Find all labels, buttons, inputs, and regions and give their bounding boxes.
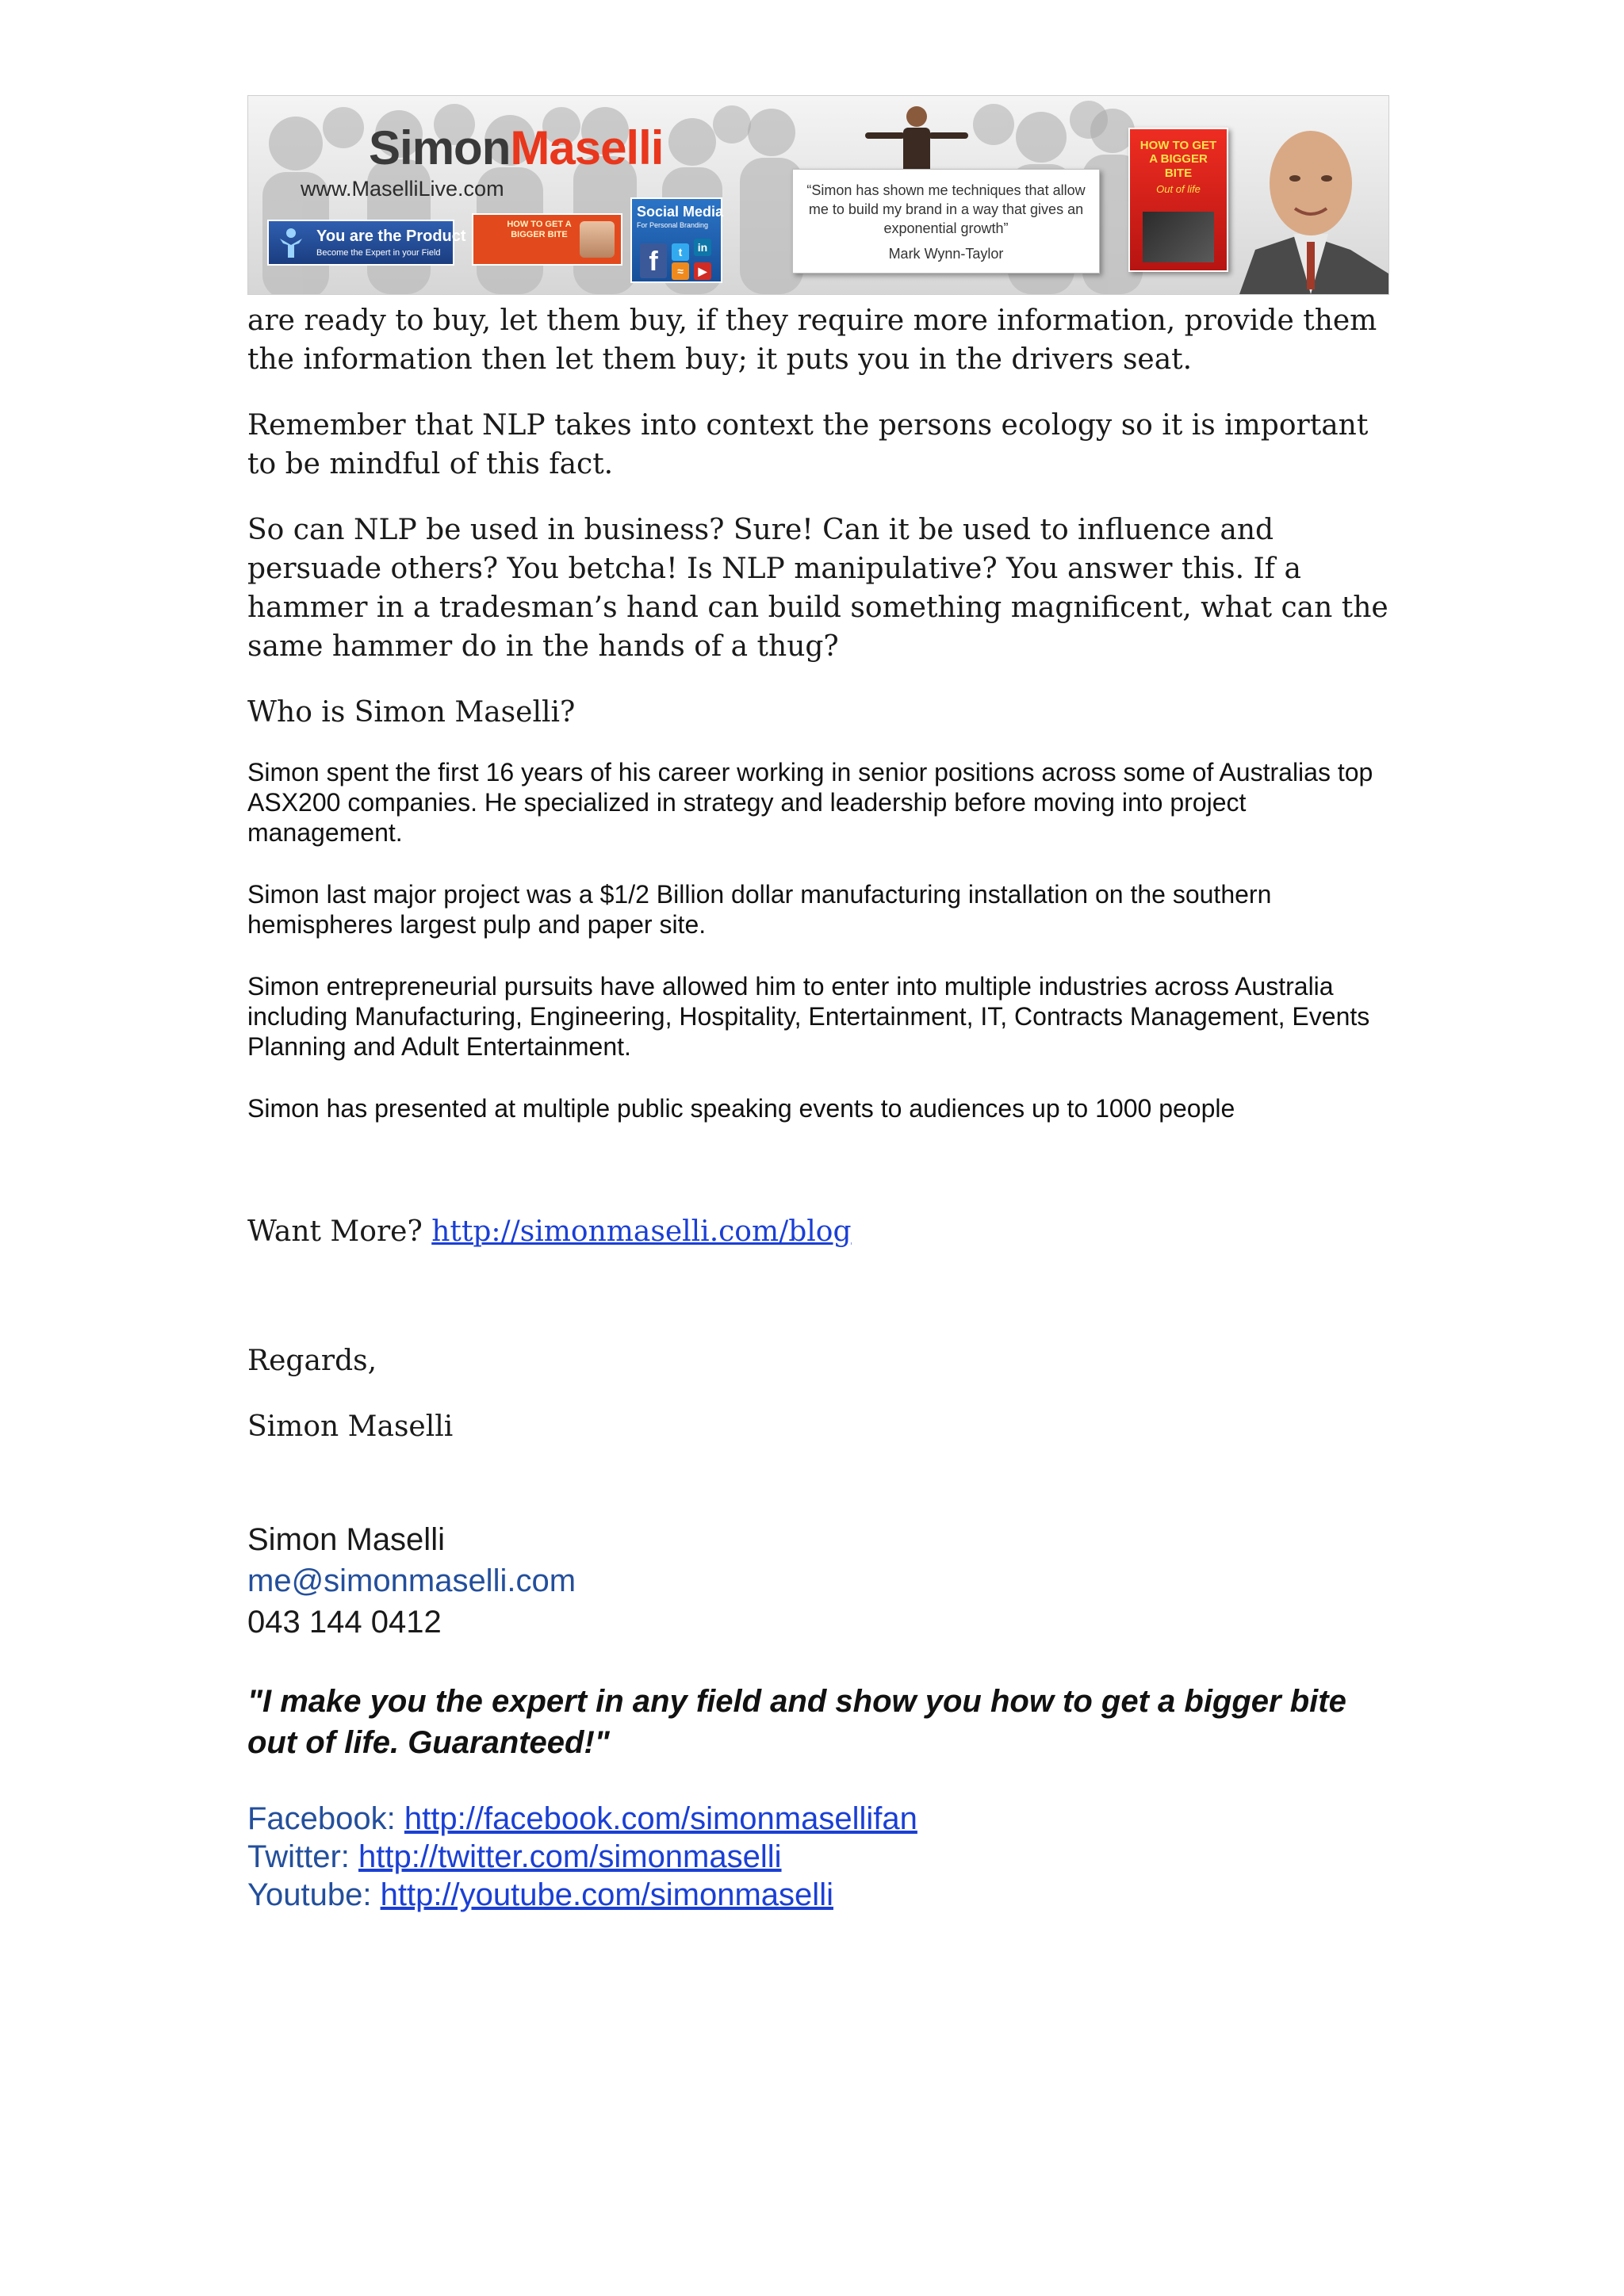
signoff-name: Simon Maselli [247,1410,454,1443]
social-links [247,1800,1389,1914]
youtube-label: Youtube: [247,1877,372,1912]
testimonial-quote-box [792,169,1100,274]
facebook-link[interactable]: http://facebook.com/simonmasellifan [404,1801,917,1836]
testimonial-author: Mark Wynn-Taylor [888,246,1004,262]
facebook-label: Facebook: [247,1801,396,1836]
paragraph-nlp-business: So can NLP be used in business? Sure! Can it be used to influence and persuade others? You betcha! Is NLP manipulative? You answer this. If a hammer in a tradesman’s hand can build something magnificent, what can the same hammer do in the hands of a thug? [247,514,1388,663]
book-cover-subtitle: Out of life [1156,183,1201,195]
signature-name: Simon Maselli [247,1522,445,1557]
twitter-icon: t [672,243,689,261]
bio-paragraph: Simon last major project was a $1/2 Billion dollar manufacturing installation on the southern hemispheres largest pulp and paper site. [247,880,1272,939]
youtube-link[interactable]: http://youtube.com/simonmaselli [380,1877,833,1912]
header-banner [247,95,1389,295]
testimonial-quote: “Simon has shown me techniques that allow me to build my brand in a way that gives an exponential growth” [806,182,1086,236]
signature-phone: 043 144 0412 [247,1605,442,1640]
badge-subtitle: Become the Expert in your Field [316,248,441,258]
regards-text: Regards, [247,1345,377,1377]
twitter-link[interactable]: http://twitter.com/simonmaselli [358,1839,782,1874]
book-cover-title: HOW TO GET A BIGGER BITE [1139,139,1217,180]
linkedin-icon: in [694,239,711,256]
social-media-subtitle: For Personal Branding [637,221,709,229]
facebook-line [247,1800,1389,1838]
brand-last-name: Maselli [510,121,664,174]
blog-link[interactable]: http://simonmaselli.com/blog [431,1215,852,1248]
bio-paragraph: Simon has presented at multiple public speaking events to audiences up to 1000 people [247,1094,1235,1123]
brand-url: www.MaselliLive.com [301,177,504,201]
social-media-title: Social Media [637,204,724,220]
youtube-icon: ▶ [694,262,711,280]
paragraph-nlp-ecology: Remember that NLP takes into context the persons ecology so it is important to be mindful of this fact. [247,409,1369,480]
badge-title: You are the Product [316,228,466,245]
you-are-the-product-badge [267,220,466,266]
email-signature [247,1519,1389,1643]
bio-paragraph: Simon spent the first 16 years of his career working in senior positions across some of Australias top ASX200 companies. He specialized in strategy and leadership before moving into project management. [247,758,1373,847]
want-more-line [247,1212,1389,1251]
mini-book-title: HOW TO GET A BIGGER BITE [507,220,572,240]
brand-first-name: Simon [369,121,511,174]
twitter-label: Twitter: [247,1839,350,1874]
author-face-image [580,221,615,258]
who-is-heading: Who is Simon Maselli? [247,696,576,729]
twitter-line [247,1838,1389,1876]
signature-tagline: "I make you the expert in any field and show you how to get a bigger bite out of life. Guaranteed!" [247,1684,1346,1760]
book-cover-image [1128,128,1228,272]
paragraph-buy-advice: are ready to buy, let them buy, if they require more information, provide them the information then let them buy; it puts you in the drivers seat. [247,304,1377,376]
mini-book-banner [472,213,622,266]
presenter-figure-image [857,102,976,174]
facebook-icon: f [640,243,667,278]
social-media-box [630,197,722,283]
signature-email[interactable]: me@simonmaselli.com [247,1563,576,1598]
brand-logo [369,121,664,174]
book-cover-photo [1143,212,1214,262]
rss-icon: ≈ [672,262,689,280]
want-more-label: Want More? [247,1215,423,1248]
document-page [247,95,1389,1914]
youtube-line [247,1876,1389,1914]
author-portrait-image [1231,115,1388,294]
bio-paragraph: Simon entrepreneurial pursuits have allowed him to enter into multiple industries across Australia including Manufacturing, Engineering, Hospitality, Entertainment, IT, Contracts Management, Events Planning and Adult Entertainment. [247,972,1370,1061]
person-icon [275,226,307,259]
